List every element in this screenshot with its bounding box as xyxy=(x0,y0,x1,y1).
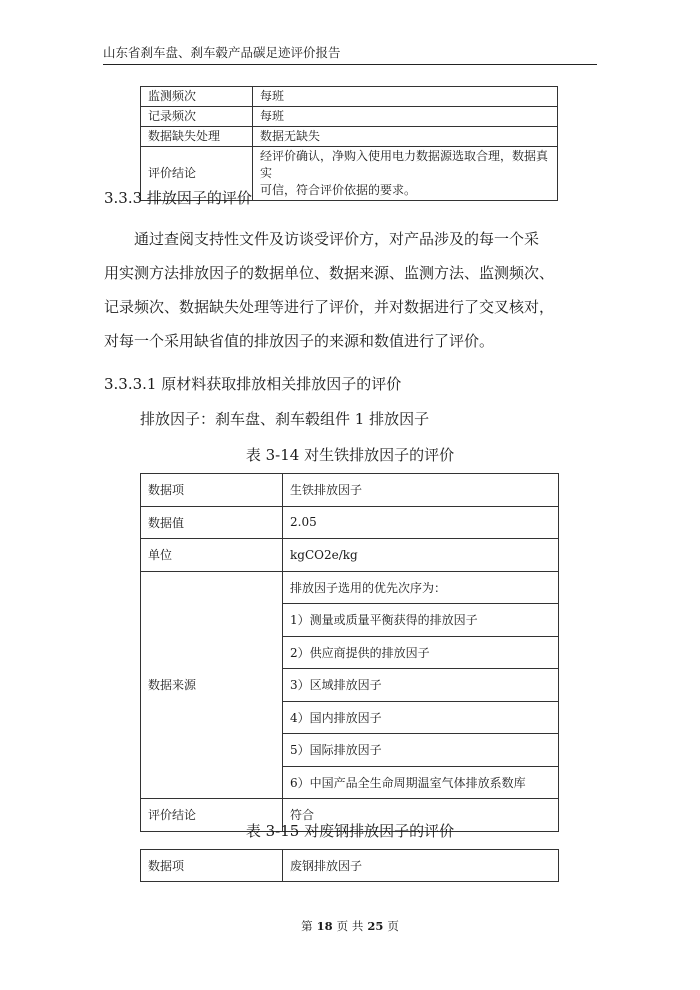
table-cell-value: 数据无缺失 xyxy=(253,127,558,147)
table-cell-value xyxy=(253,147,558,201)
factor-line: 排放因子：刹车盘、刹车毂组件 1 排放因子 xyxy=(140,410,430,428)
footer-middle: 页 共 xyxy=(336,919,364,933)
section-heading: 3.3.3 排放因子的评价 xyxy=(104,189,252,207)
table-row xyxy=(141,571,559,604)
paragraph-line: 通过查阅支持性文件及访谈受评价方，对产品涉及的每一个采 xyxy=(134,230,540,248)
table-row xyxy=(141,87,558,107)
conclusion-line-2: 可信，符合评价依据的要求。 xyxy=(260,183,417,197)
page-number: 18 xyxy=(316,919,333,933)
table-cell-key: 数据项 xyxy=(141,850,283,882)
footer-prefix: 第 xyxy=(301,919,313,933)
table-cell-key: 评价结论 xyxy=(141,147,253,201)
page-footer xyxy=(0,918,700,934)
table-row xyxy=(141,127,558,147)
table-row xyxy=(141,850,559,882)
footer-suffix: 页 xyxy=(387,919,399,933)
source-item: 4）国内排放因子 xyxy=(283,701,559,734)
paragraph-line: 对每一个采用缺省值的排放因子的来源和数值进行了评价。 xyxy=(104,332,495,350)
table-cell-value: 2.05 xyxy=(283,506,559,539)
paragraph-line: 记录频次、数据缺失处理等进行了评价，并对数据进行了交叉核对， xyxy=(104,298,555,316)
table-cell-key: 数据项 xyxy=(141,474,283,507)
source-item: 6）中国产品全生命周期温室气体排放系数库 xyxy=(283,766,559,799)
table-cell-key: 数据值 xyxy=(141,506,283,539)
header-title: 山东省刹车盘、刹车毂产品碳足迹评价报告 xyxy=(103,45,341,60)
table-cell-value: kgCO2e/kg xyxy=(283,539,559,572)
table-cell-value: 每班 xyxy=(253,87,558,107)
paragraph-line: 用实测方法排放因子的数据单位、数据来源、监测方法、监测频次、 xyxy=(104,264,555,282)
source-item: 5）国际排放因子 xyxy=(283,734,559,767)
table-cell-key: 评价结论 xyxy=(141,799,283,832)
source-item: 1）测量或质量平衡获得的排放因子 xyxy=(283,604,559,637)
sub-heading: 3.3.3.1 原材料获取排放相关排放因子的评价 xyxy=(104,375,402,393)
table-row xyxy=(141,539,559,572)
table-caption: 表 3-14 对生铁排放因子的评价 xyxy=(245,446,455,464)
table-cell-value: 符合 xyxy=(283,799,559,832)
table-cell-key: 监测频次 xyxy=(141,87,253,107)
page-total: 25 xyxy=(367,919,384,933)
body-paragraph xyxy=(104,222,598,358)
conclusion-line-1: 经评价确认，净购入使用电力数据源选取合理，数据真实 xyxy=(260,149,549,180)
table-cell-value: 废钢排放因子 xyxy=(283,850,559,882)
table-row xyxy=(141,474,559,507)
pig-iron-factor-table xyxy=(140,473,559,832)
source-item: 2）供应商提供的排放因子 xyxy=(283,636,559,669)
table-cell-key: 数据来源 xyxy=(141,571,283,799)
table-cell-key: 单位 xyxy=(141,539,283,572)
table-row xyxy=(141,107,558,127)
table-caption: 表 3-15 对废钢排放因子的评价 xyxy=(245,822,455,840)
table-row xyxy=(141,506,559,539)
page-header xyxy=(103,44,597,65)
table-cell-value: 生铁排放因子 xyxy=(283,474,559,507)
table-cell-key: 记录频次 xyxy=(141,107,253,127)
source-item: 3）区域排放因子 xyxy=(283,669,559,702)
table-cell-key: 数据缺失处理 xyxy=(141,127,253,147)
source-item: 排放因子选用的优先次序为： xyxy=(283,571,559,604)
table-cell-value: 每班 xyxy=(253,107,558,127)
monitoring-table xyxy=(140,86,558,201)
scrap-steel-factor-table xyxy=(140,849,559,882)
